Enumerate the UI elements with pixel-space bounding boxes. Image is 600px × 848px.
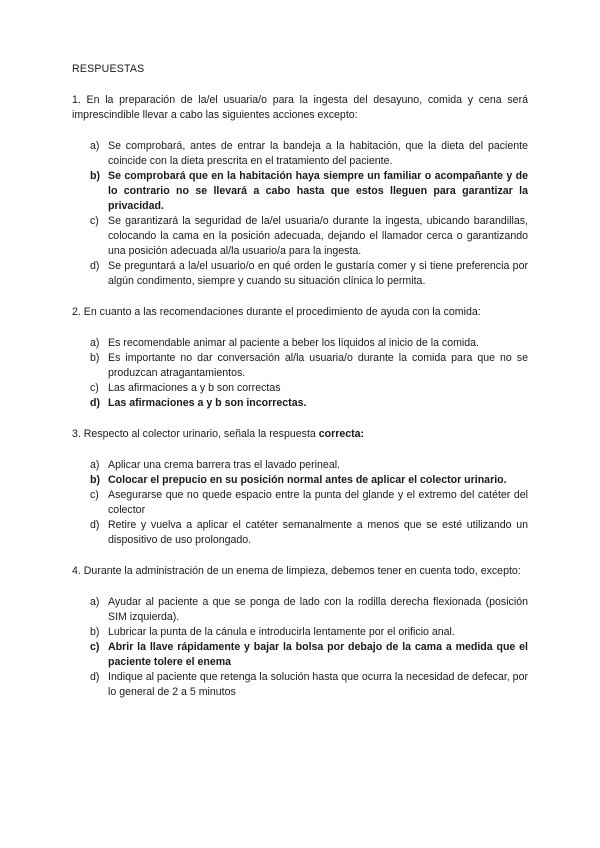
question-3-stem <box>72 427 528 442</box>
option-letter: a) <box>90 140 100 152</box>
option-letter: d) <box>90 260 100 272</box>
question-3-options <box>72 458 528 548</box>
option-text: Es recomendable animar al paciente a beber los líquidos al inicio de la comida. <box>108 337 479 349</box>
option-text: Se comprobará, antes de entrar la bandeja a la habitación, que la dieta del paciente coincide con la dieta prescrita en el tratamiento del paciente. <box>108 140 528 167</box>
question-1-options <box>72 139 528 289</box>
option-text: Se comprobará que en la habitación haya siempre un familiar o acompañante y de lo contrario no se llevará a cabo hasta que estos lleguen para garantizar la privacidad. <box>108 170 528 212</box>
question-2-option-c <box>72 381 528 396</box>
question-2-option-b <box>72 351 528 381</box>
question-2 <box>72 305 528 411</box>
option-text: Las afirmaciones a y b son incorrectas. <box>108 397 307 409</box>
option-letter: b) <box>90 170 100 182</box>
option-letter: d) <box>90 397 100 409</box>
option-text: Lubricar la punta de la cánula e introducirla lentamente por el orificio anal. <box>108 626 455 638</box>
option-text: Se garantizará la seguridad de la/el usuaria/o durante la ingesta, ubicando barandillas, colocando la cama en la posición adecuada, dejando el llamador cerca o garantizando una posición adecuada al/la usuario/a para la ingesta. <box>108 215 528 257</box>
question-2-option-d <box>72 396 528 411</box>
option-letter: c) <box>90 215 99 227</box>
option-letter: d) <box>90 519 100 531</box>
question-4-option-b <box>72 625 528 640</box>
option-letter: c) <box>90 489 99 501</box>
option-letter: b) <box>90 626 100 638</box>
question-2-options <box>72 336 528 411</box>
option-letter: b) <box>90 352 100 364</box>
option-text: Aplicar una crema barrera tras el lavado perineal. <box>108 459 341 471</box>
question-1-option-d <box>72 259 528 289</box>
question-4 <box>72 564 528 700</box>
question-4-option-d <box>72 670 528 700</box>
option-letter: a) <box>90 459 100 471</box>
option-text: Ayudar al paciente a que se ponga de lado con la rodilla derecha flexionada (posición SIM izquierda). <box>108 596 528 623</box>
question-3-option-b <box>72 473 528 488</box>
question-3-option-a <box>72 458 528 473</box>
question-3-stem-prefix: 3. Respecto al colector urinario, señala la respuesta <box>72 428 319 440</box>
option-text: Las afirmaciones a y b son correctas <box>108 382 281 394</box>
option-letter: a) <box>90 337 100 349</box>
option-text: Abrir la llave rápidamente y bajar la bolsa por debajo de la cama a medida que el paciente tolere el enema <box>108 641 528 668</box>
option-text: Se preguntará a la/el usuario/o en qué orden le gustaría comer y si tiene preferencia por algún condimento, siempre y cuando su situación clínica lo permita. <box>108 260 528 287</box>
question-3 <box>72 427 528 548</box>
question-4-options <box>72 595 528 700</box>
option-letter: c) <box>90 382 99 394</box>
question-2-option-a <box>72 336 528 351</box>
question-1-stem: 1. En la preparación de la/el usuaria/o para la ingesta del desayuno, comida y cena será imprescindible llevar a cabo las siguientes acciones excepto: <box>72 94 528 121</box>
option-letter: b) <box>90 474 100 486</box>
document-page <box>72 62 528 716</box>
option-text: Retire y vuelva a aplicar el catéter semanalmente a menos que se esté utilizando un dispositivo de uso prolongado. <box>108 519 528 546</box>
option-text: Asegurarse que no quede espacio entre la punta del glande y el extremo del catéter del colector <box>108 489 528 516</box>
question-4-option-c <box>72 640 528 670</box>
question-2-stem: 2. En cuanto a las recomendaciones durante el procedimiento de ayuda con la comida: <box>72 306 481 318</box>
option-text: Indique al paciente que retenga la solución hasta que ocurra la necesidad de defecar, por lo general de 2 a 5 minutos <box>108 671 528 698</box>
option-text: Colocar el prepucio en su posición normal antes de aplicar el colector urinario. <box>108 474 507 486</box>
question-1-option-b <box>72 169 528 214</box>
question-3-option-c <box>72 488 528 518</box>
option-text: Es importante no dar conversación al/la usuaria/o durante la comida para que no se produzcan atragantamientos. <box>108 352 528 379</box>
question-1-option-a <box>72 139 528 169</box>
option-letter: a) <box>90 596 100 608</box>
question-3-stem-bold: correcta: <box>318 428 365 440</box>
option-letter: c) <box>90 641 100 653</box>
question-3-option-d <box>72 518 528 548</box>
page-title: RESPUESTAS <box>72 63 145 75</box>
question-1-option-c <box>72 214 528 259</box>
option-letter: d) <box>90 671 100 683</box>
question-1 <box>72 93 528 289</box>
question-4-stem: 4. Durante la administración de un enema de limpieza, debemos tener en cuenta todo, excepto: <box>72 565 521 577</box>
question-4-option-a <box>72 595 528 625</box>
